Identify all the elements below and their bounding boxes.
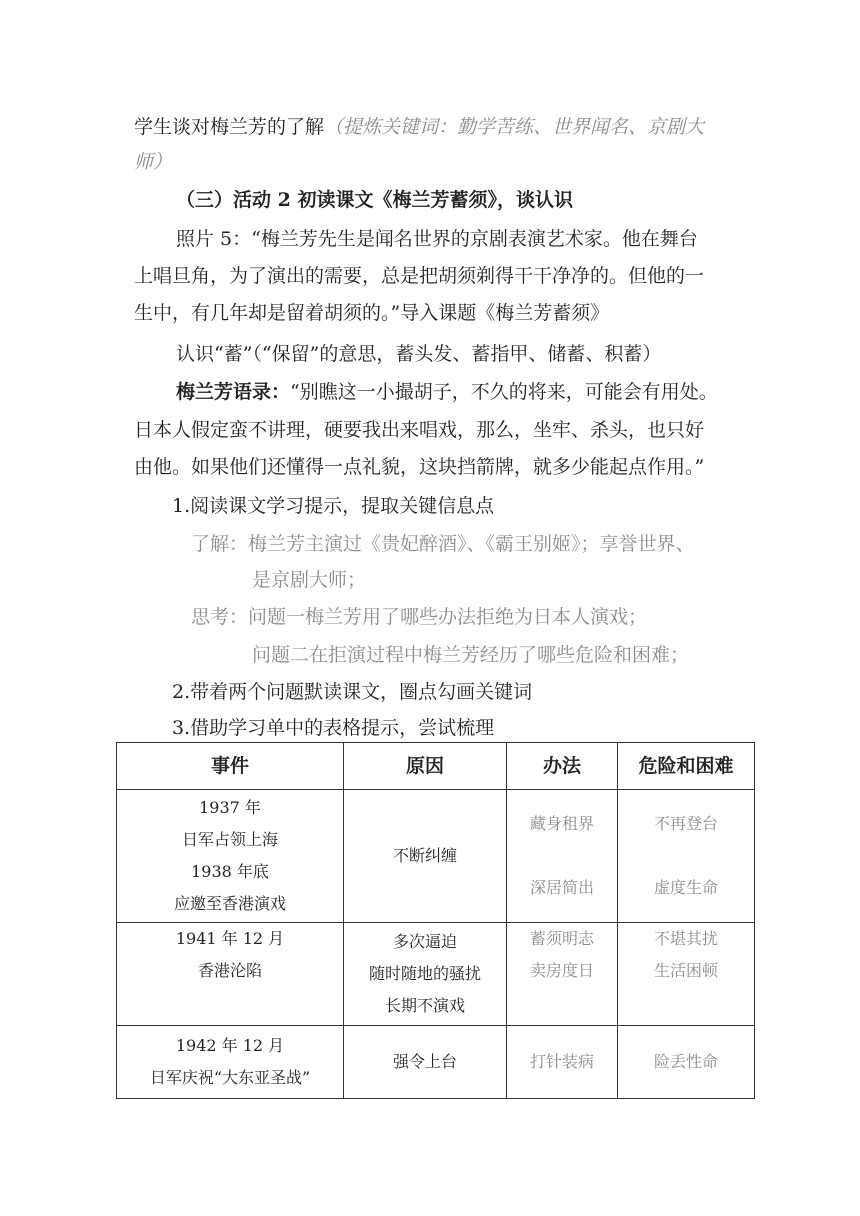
reason-cell (344, 923, 507, 1026)
recognize-line: 认识“蓄”（“保留”的意思，蓄头发、蓄指甲、储蓄、积蓄） (176, 343, 662, 365)
event-cell (117, 1026, 344, 1099)
photo5-line-1: 照片 5：“梅兰芳先生是闻名世界的京剧表演艺术家。他在舞台 (176, 228, 698, 250)
header-event: 事件 (117, 743, 344, 790)
quote-line-1 (176, 380, 718, 404)
event-text: 1942 年 12 月 (175, 1036, 285, 1055)
step-2: 2.带着两个问题默读课文，圈点勾画关键词 (172, 681, 533, 703)
table-header-row (117, 743, 755, 790)
reason-text: 随时随地的骚扰 (368, 964, 481, 983)
method-text: 藏身租界 (529, 814, 594, 833)
understand-line-1 (191, 532, 695, 556)
danger-text: 不再登台 (653, 814, 718, 833)
reason-cell (344, 1026, 507, 1099)
method-text: 深居简出 (529, 878, 594, 897)
danger-text: 生活困顿 (653, 961, 718, 980)
intro-line-1 (134, 115, 704, 139)
quote-text-1: “别瞧这一小撮胡子，不久的将来，可能会有用处。 (290, 381, 718, 403)
event-text: 日军占领上海 (181, 830, 278, 849)
understand-line-2: 是京剧大师； (252, 569, 367, 591)
table-row (117, 790, 755, 923)
danger-cell (618, 1026, 755, 1099)
event-text: 应邀至香港演戏 (173, 894, 286, 913)
intro-note-continued: 师） (134, 151, 173, 173)
intro-note: （提炼关键词：勤学苦练、世界闻名、京剧大 (324, 116, 705, 138)
quote-label: 梅兰芳语录： (176, 381, 291, 403)
reason-cell (344, 790, 507, 923)
reason-text: 强令上台 (392, 1052, 457, 1071)
method-text: 打针装病 (529, 1052, 594, 1071)
method-text: 蓄须明志 (529, 929, 594, 948)
event-text: 日军庆祝“大东亚圣战” (149, 1068, 311, 1087)
danger-text: 虚度生命 (653, 878, 718, 897)
event-text: 1937 年 (199, 798, 261, 817)
header-method: 办法 (507, 743, 618, 790)
step-1: 1.阅读课文学习提示，提取关键信息点 (172, 495, 495, 517)
danger-cell (618, 923, 755, 1026)
event-text: 1938 年底 (191, 862, 269, 881)
reason-text: 长期不演戏 (384, 996, 465, 1015)
danger-cell (618, 790, 755, 923)
step-3: 3.借助学习单中的表格提示，尝试梳理 (172, 717, 495, 739)
photo5-line-3: 生中，有几年却是留着胡须的。”导入课题《梅兰芳蓄须》 (134, 302, 610, 324)
event-text: 1941 年 12 月 (175, 929, 285, 948)
section-heading: （三）活动 2 初读课文《梅兰芳蓄须》，谈认识 (176, 189, 573, 211)
reason-text: 多次逼迫 (392, 932, 457, 951)
event-cell (117, 923, 344, 1026)
table-row (117, 1026, 755, 1099)
understand-text-1: 梅兰芳主演过《贵妃醉酒》、《霸王别姬》；享誉世界、 (248, 533, 695, 555)
method-cell (507, 923, 618, 1026)
think-text-1: 问题一梅兰芳用了哪些办法拒绝为日本人演戏； (248, 606, 648, 628)
method-text: 卖房度日 (529, 961, 594, 980)
think-line-1 (191, 605, 647, 629)
think-line-2: 问题二在拒演过程中梅兰芳经历了哪些危险和困难； (252, 644, 690, 666)
event-text: 香港沦陷 (197, 961, 262, 980)
photo5-line-2: 上唱旦角，为了演出的需要，总是把胡须剃得干干净净的。但他的一 (134, 265, 705, 287)
header-reason: 原因 (344, 743, 507, 790)
understand-label: 了解： (191, 533, 249, 555)
event-cell (117, 790, 344, 923)
table-row (117, 923, 755, 1026)
header-danger: 危险和困难 (618, 743, 755, 790)
method-cell (507, 1026, 618, 1099)
danger-text: 不堪其扰 (653, 929, 718, 948)
danger-text: 险丢性命 (653, 1052, 718, 1071)
quote-line-2: 日本人假定蛮不讲理，硬要我出来唱戏，那么，坐牢、杀头，也只好 (134, 419, 705, 441)
analysis-table (116, 742, 755, 1099)
intro-text: 学生谈对梅兰芳的了解 (134, 116, 325, 138)
reason-text: 不断纠缠 (392, 846, 457, 865)
think-label: 思考： (191, 606, 249, 628)
method-cell (507, 790, 618, 923)
quote-line-3: 由他。如果他们还懂得一点礼貌，这块挡箭牌，就多少能起点作用。” (134, 456, 705, 478)
